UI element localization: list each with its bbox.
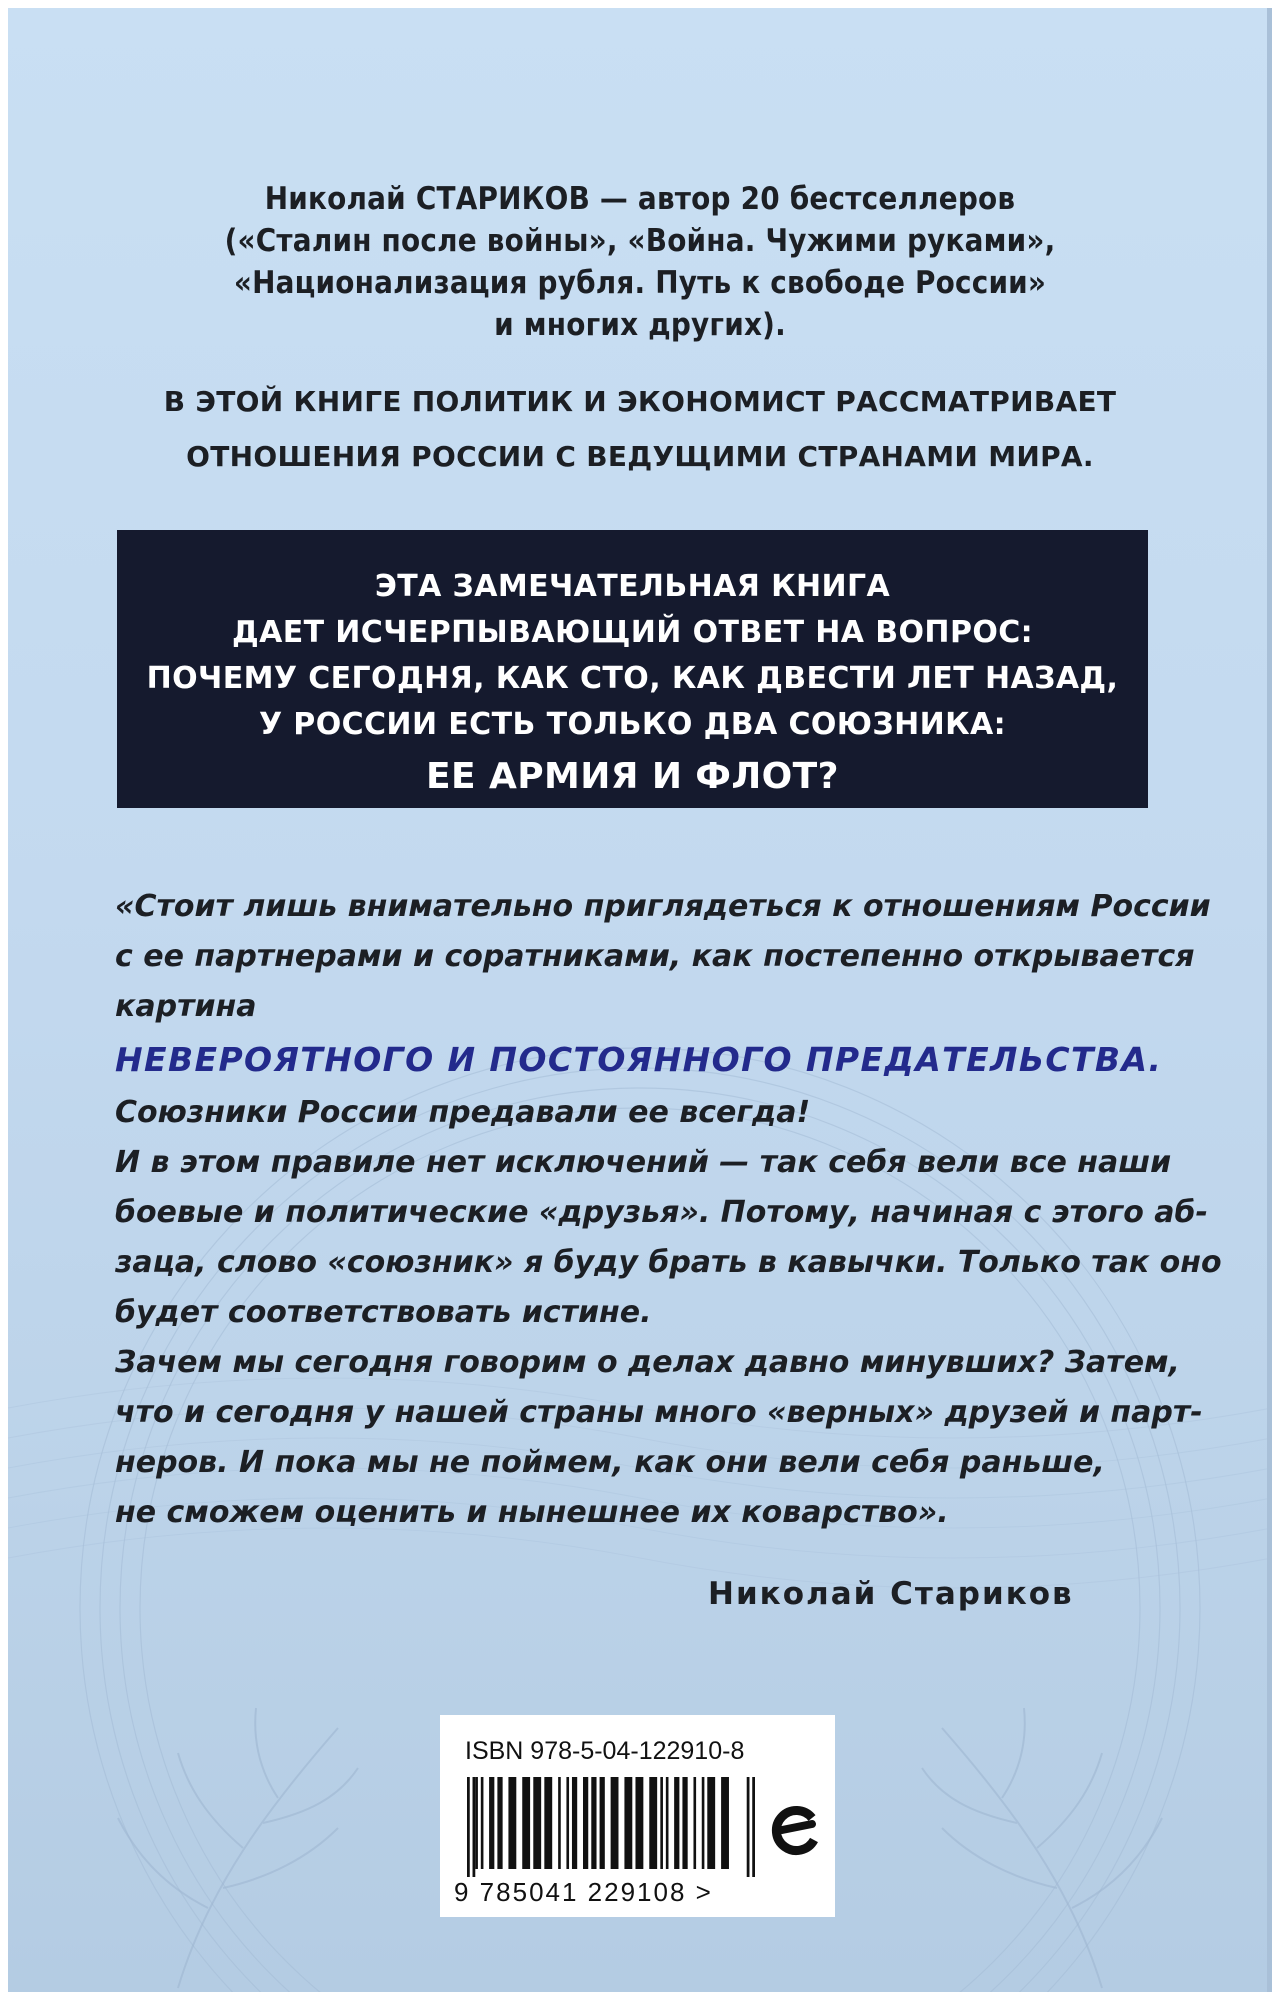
barcode-bar — [522, 1777, 530, 1869]
barcode-bar — [533, 1777, 541, 1869]
barcode-bar — [747, 1777, 750, 1877]
quote-line: не сможем оценить и нынешнее их коварство». — [115, 1495, 949, 1530]
book-summary — [8, 374, 1272, 484]
barcode-bar — [508, 1777, 516, 1869]
intro-line: Николай СТАРИКОВ — автор 20 бестселлеров — [264, 181, 1016, 217]
barcode-bar — [611, 1777, 619, 1869]
barcode-bar — [635, 1777, 643, 1869]
barcode-bar — [558, 1777, 561, 1869]
intro-line: («Сталин после войны», «Война. Чужими руками», — [224, 223, 1056, 259]
band-line: ДАЕТ ИСЧЕРПЫВАЮЩИЙ ОТВЕТ НА ВОПРОС: — [231, 615, 1034, 650]
barcode — [467, 1777, 757, 1877]
barcode-bar — [660, 1777, 663, 1869]
barcode-bar — [674, 1777, 679, 1869]
barcode-panel — [440, 1715, 835, 1917]
barcode-bar — [572, 1777, 577, 1869]
quote-line: И в этом правиле нет исключений — так себя вели все наши — [115, 1145, 1172, 1180]
barcode-bar — [473, 1777, 476, 1877]
barcode-digits: 9 785041 229108 > — [454, 1877, 713, 1907]
barcode-bar — [475, 1777, 478, 1869]
barcode-bar — [544, 1777, 552, 1869]
isbn-label: ISBN 978-5-04-122910-8 — [465, 1737, 745, 1765]
barcode-bar — [702, 1777, 705, 1869]
author-intro — [8, 178, 1272, 346]
band-line: ЭТА ЗАМЕЧАТЕЛЬНАЯ КНИГА — [374, 569, 891, 604]
barcode-bar — [666, 1777, 669, 1869]
intro-line: «Национализация рубля. Путь к свободе России» — [233, 265, 1047, 301]
band-headline: ЕЕ АРМИЯ И ФЛОТ? — [426, 756, 839, 797]
band-text — [117, 564, 1148, 804]
author-quote — [115, 882, 1222, 1538]
barcode-bar — [649, 1777, 657, 1869]
barcode-bar — [583, 1777, 588, 1869]
highlight-band — [117, 530, 1148, 808]
intro-line: и многих других). — [494, 307, 786, 343]
book-back-cover — [8, 8, 1272, 1992]
quote-line: боевые и политические «друзья». Потому, начиная с этого аб- — [115, 1195, 1208, 1230]
cover-edge — [1267, 8, 1272, 1992]
quote-line: будет соответствовать истине. — [115, 1295, 652, 1330]
barcode-bar — [707, 1777, 715, 1869]
quote-line: Зачем мы сегодня говорим о делах давно минувших? Затем, — [115, 1345, 1180, 1380]
quote-line: «Стоит лишь внимательно приглядеться к отношениям России — [115, 889, 1211, 924]
band-line: У РОССИИ ЕСТЬ ТОЛЬКО ДВА СОЮЗНИКА: — [258, 707, 1007, 742]
quote-line: с ее партнерами и соратниками, как постепенно открывается — [115, 939, 1195, 974]
quote-line: картина — [115, 989, 257, 1024]
quote-line: заца, слово «союзник» я буду брать в кавычки. Только так оно — [115, 1245, 1222, 1280]
barcode-bar — [721, 1777, 729, 1869]
summary-line: ОТНОШЕНИЯ РОССИИ С ВЕДУЩИМИ СТРАНАМИ МИРА. — [186, 440, 1094, 473]
quote-author: Николай Стариков — [708, 1576, 1074, 1612]
barcode-bar — [591, 1777, 596, 1869]
barcode-bar — [693, 1777, 696, 1869]
barcode-bar — [682, 1777, 687, 1869]
quote-line: неров. И пока мы не поймем, как они вели себя раньше, — [115, 1445, 1105, 1480]
barcode-bar — [752, 1777, 755, 1877]
barcode-bar — [624, 1777, 632, 1869]
barcode-bar — [489, 1777, 494, 1869]
summary-line: В ЭТОЙ КНИГЕ ПОЛИТИК И ЭКОНОМИСТ РАССМАТРИВАЕТ — [163, 385, 1117, 418]
barcode-bar — [600, 1777, 605, 1869]
barcode-bar — [566, 1777, 569, 1869]
barcode-bar — [467, 1777, 470, 1877]
quote-accent: НЕВЕРОЯТНОГО И ПОСТОЯННОГО ПРЕДАТЕЛЬСТВА. — [115, 1040, 1163, 1079]
quote-line: что и сегодня у нашей страны много «верных» друзей и парт- — [115, 1395, 1203, 1430]
barcode-bar — [497, 1777, 502, 1869]
band-line: ПОЧЕМУ СЕГОДНЯ, КАК СТО, КАК ДВЕСТИ ЛЕТ НАЗАД, — [146, 661, 1119, 696]
publisher-logo-icon — [768, 1800, 822, 1862]
barcode-bar — [481, 1777, 484, 1869]
quote-line: Союзники России предавали ее всегда! — [115, 1095, 811, 1130]
